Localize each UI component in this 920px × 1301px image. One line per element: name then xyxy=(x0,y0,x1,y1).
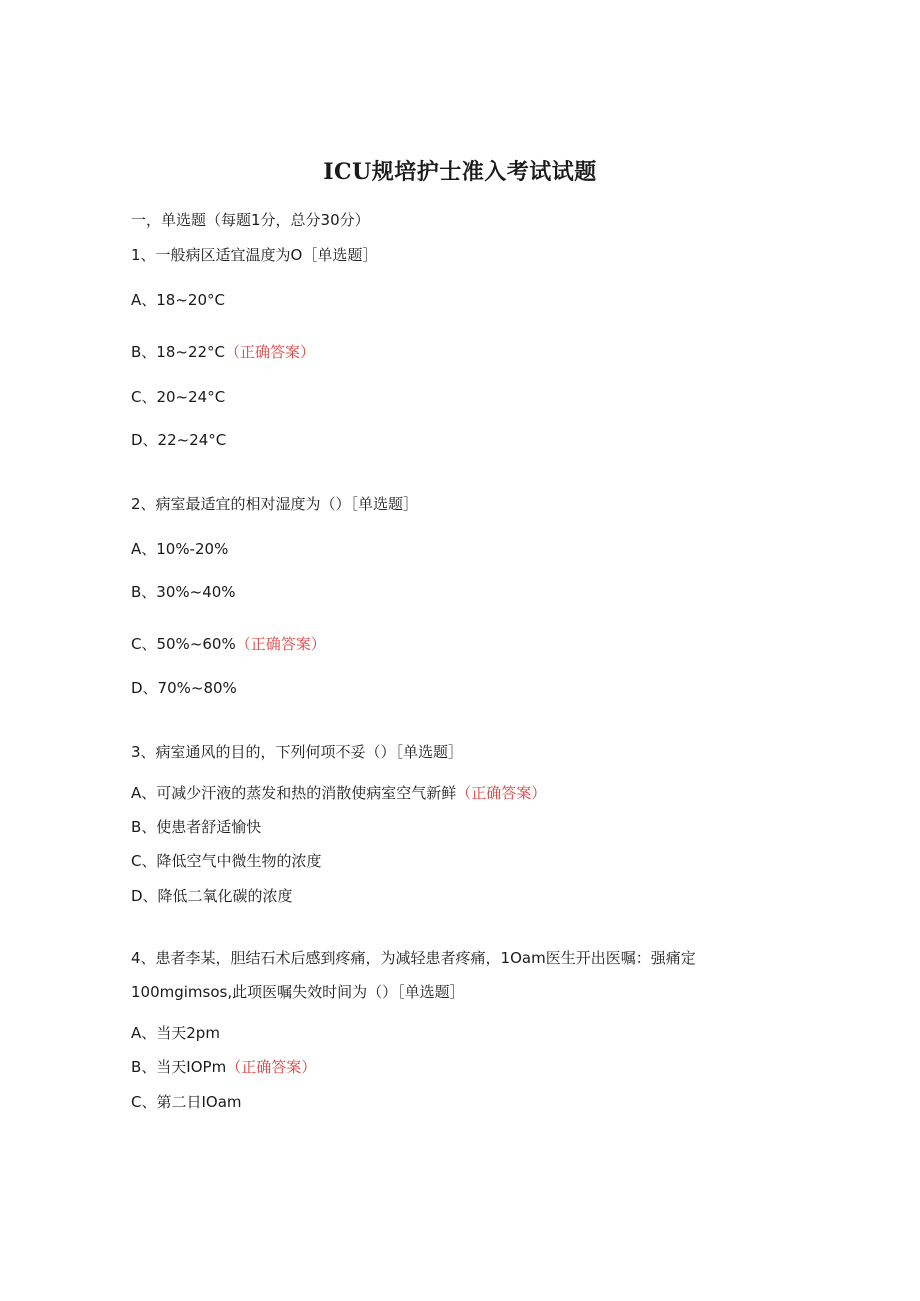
page-title: ICU规培护士准入考试试题 xyxy=(323,159,597,185)
question-2-option-b[interactable] xyxy=(131,582,236,602)
option-text: A、18~20°C xyxy=(131,291,225,309)
question-3-option-c[interactable] xyxy=(131,851,321,871)
question-2-option-c[interactable] xyxy=(131,634,326,654)
question-1-option-b[interactable] xyxy=(131,342,315,362)
question-2-stem: 2、病室最适宜的相对湿度为（）［单选题］ xyxy=(131,495,419,513)
option-text: A、当天2pm xyxy=(131,1024,220,1042)
option-text: B、当天IOPm xyxy=(131,1058,227,1076)
option-text: B、使患者舒适愉快 xyxy=(131,818,262,836)
option-text: B、30%~40% xyxy=(131,583,236,601)
option-text: C、20~24°C xyxy=(131,388,226,406)
question-3-option-d[interactable] xyxy=(131,886,293,906)
correct-answer-marker: （正确答案） xyxy=(456,784,547,802)
question-4-stem-line-1: 4、患者李某，胆结石术后感到疼痛，为减轻患者疼痛，1Oam医生开出医嘱：强痛定 xyxy=(131,949,696,967)
question-3-option-a[interactable] xyxy=(131,783,546,803)
question-4-option-a[interactable] xyxy=(131,1023,220,1043)
correct-answer-marker: （正确答案） xyxy=(235,635,326,653)
question-2-option-a[interactable] xyxy=(131,539,228,559)
option-text: B、18~22°C xyxy=(131,343,226,361)
question-1-stem: 1、一般病区适宜温度为O［单选题］ xyxy=(131,246,378,264)
option-text: C、第二日IOam xyxy=(131,1093,242,1111)
question-3-option-b[interactable] xyxy=(131,817,261,837)
option-text: D、22~24°C xyxy=(131,431,227,449)
option-text: A、10%-20% xyxy=(131,540,229,558)
question-1-option-d[interactable] xyxy=(131,430,226,450)
section-header: 一，单选题（每题1分，总分30分） xyxy=(131,211,370,229)
question-4-option-b[interactable] xyxy=(131,1057,316,1077)
question-3-stem: 3、病室通风的目的，下列何项不妥（）［单选题］ xyxy=(131,743,464,761)
option-text: A、可减少汗液的蒸发和热的消散使病室空气新鲜 xyxy=(131,784,457,802)
question-4-stem-line-2: 100mgimsos,此项医嘱失效时间为（）［单选题］ xyxy=(131,983,465,1001)
option-text: D、降低二氧化碳的浓度 xyxy=(131,887,293,905)
question-1-option-a[interactable] xyxy=(131,290,225,310)
question-2-option-d[interactable] xyxy=(131,678,237,698)
question-4-option-c[interactable] xyxy=(131,1092,242,1112)
option-text: D、70%~80% xyxy=(131,679,237,697)
option-text: C、50%~60% xyxy=(131,635,236,653)
question-1-option-c[interactable] xyxy=(131,387,225,407)
correct-answer-marker: （正确答案） xyxy=(225,343,316,361)
option-text: C、降低空气中微生物的浓度 xyxy=(131,852,322,870)
correct-answer-marker: （正确答案） xyxy=(226,1058,317,1076)
